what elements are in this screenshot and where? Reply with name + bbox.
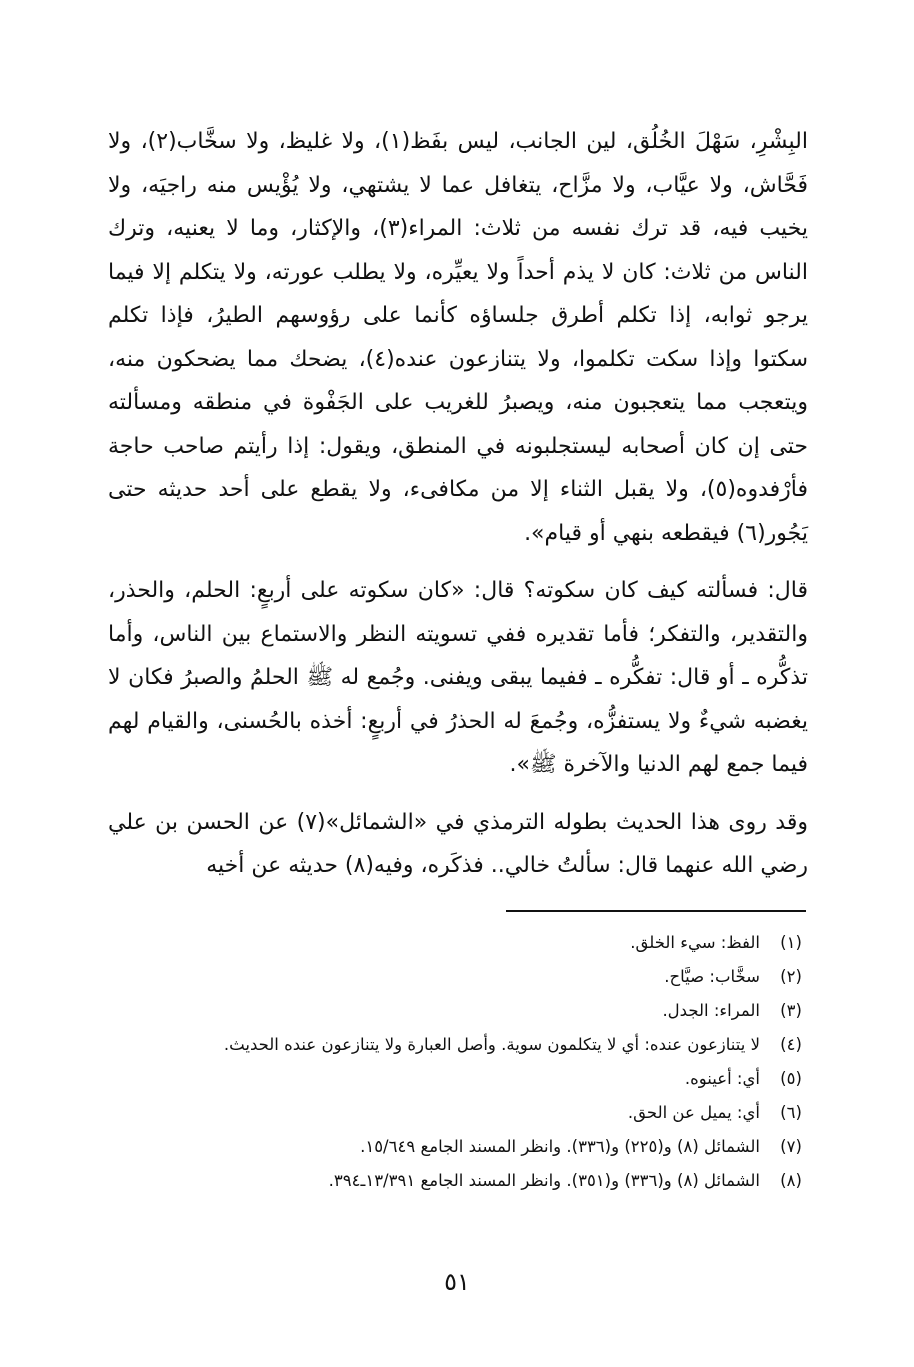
footnote-text: المراء: الجدل.	[662, 1001, 760, 1020]
footnote-number: (٨)	[780, 1171, 802, 1190]
footnote-text: الشمائل (٨) و(٢٢٥) و(٣٣٦). وانظر المسند الجامع ١٥/٦٤٩.	[360, 1137, 760, 1156]
page-number: ٥١	[444, 1268, 470, 1296]
footnote-text: أي: يميل عن الحق.	[627, 1103, 760, 1122]
footnote-text: الفظ: سيء الخلق.	[630, 933, 760, 952]
footnote-item	[108, 994, 822, 1028]
footnote-item	[108, 1062, 822, 1096]
footnote-number: (٤)	[780, 1035, 802, 1054]
footnote-item	[108, 1028, 822, 1062]
footnote-text: أي: أعينوه.	[684, 1069, 760, 1088]
footnote-number: (٣)	[780, 1001, 802, 1020]
footnote-text: سخَّاب: صيَّاح.	[664, 967, 760, 986]
footnote-number: (٥)	[780, 1069, 802, 1088]
footnote-item	[108, 1164, 822, 1198]
body-paragraph-2: قال: فسألته كيف كان سكوته؟ قال: «كان سكوته على أربعٍ: الحلم، والحذر، والتقدير، والتفكر؛ فأما تقديره ففي تسويته النظر والاستماع بين الناس، وأما تذكُّره ـ أو قال: تفكُّره ـ ففيما يبقى ويفنى. وجُمع له ﷺ الحلمُ والصبرُ فكان لا يغضبه شيءٌ ولا يستفزُّه، وجُمعَ له الحذرُ في أربعٍ: أخذه بالحُسنى، والقيام لهم فيما جمع لهم الدنيا والآخرة ﷺ».	[108, 578, 808, 777]
footnote-number: (٢)	[780, 967, 802, 986]
footnote-text: الشمائل (٨) و(٣٣٦) و(٣٥١). وانظر المسند الجامع ١٣/٣٩١ـ٣٩٤.	[328, 1171, 760, 1190]
body-paragraph-3: وقد روى هذا الحديث بطوله الترمذي في «الشمائل»(٧) عن الحسن بن علي رضي الله عنهما قال: سألتُ خالي.. فذكَره، وفيه(٨) حديثه عن أخيه	[108, 809, 809, 878]
footnote-number: (٦)	[780, 1103, 802, 1122]
footnote-item	[108, 1130, 822, 1164]
page-body	[108, 120, 808, 888]
body-paragraph-1: البِشْرِ، سَهْلَ الخُلُق، لين الجانب، ليس بفَظ(١)، ولا غليظ، ولا سخَّاب(٢)، ولا فَحَّاش، ولا عيَّاب، ولا مزَّاح، يتغافل عما لا يشتهي، ولا يُؤْيس منه راجيَه، ولا يخيب فيه، قد ترك نفسه من ثلاث: المراء(٣)، والإكثار، وما لا يعنيه، وترك الناس من ثلاث: كان لا يذم أحداً ولا يعيِّره، ولا يطلب عورته، ولا يتكلم إلا فيما يرجو ثوابه، إذا تكلم أطرق جلساؤه كأنما على رؤوسهم الطيرُ، فإذا تكلم سكتوا وإذا سكت تكلموا، ولا يتنازعون عنده(٤)، يضحك مما يضحكون منه، ويتعجب مما يتعجبون منه، ويصبرُ للغريب على الجَفْوة في منطقه ومسألته حتى إن كان أصحابه ليستجلبونه في المنطق، ويقول: إذا رأيتم صاحب حاجة فأرْفدوه(٥)، ولا يقبل الثناء إلا من مكافىء، ولا يقطع على أحد حديثه حتى يَجُور(٦) فيقطعه بنهي أو قيام».	[108, 129, 808, 546]
footnote-separator	[506, 910, 806, 912]
footnote-text: لا يتنازعون عنده: أي لا يتكلمون سوية. وأصل العبارة ولا يتنازعون عنده الحديث.	[223, 1035, 760, 1054]
footnote-number: (٧)	[780, 1137, 802, 1156]
footnote-item	[108, 926, 822, 960]
footnote-item	[108, 960, 822, 994]
footnote-number: (١)	[780, 933, 802, 952]
footnotes-list	[108, 926, 822, 1198]
footnote-item	[108, 1096, 822, 1130]
